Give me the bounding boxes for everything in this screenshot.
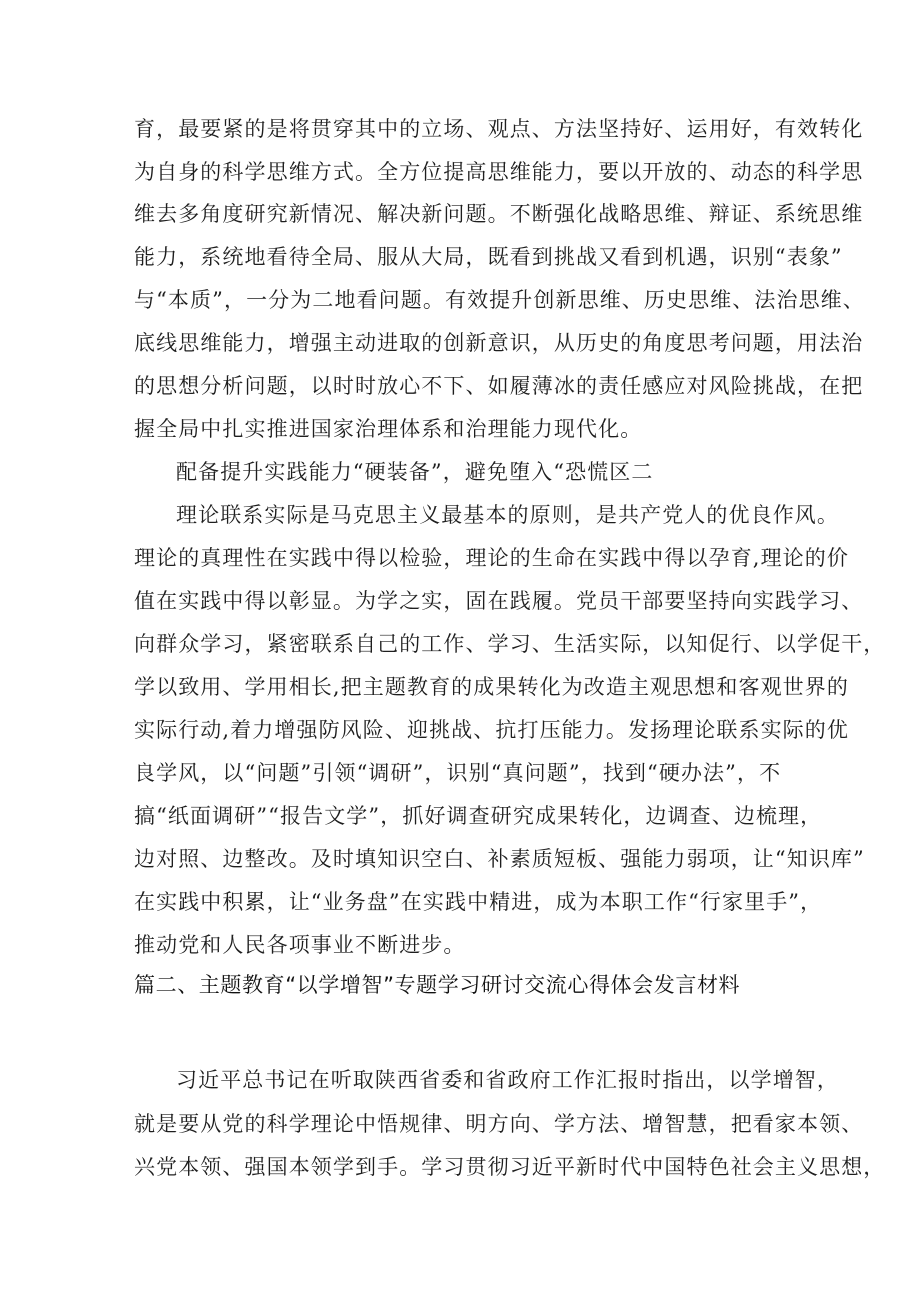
section-subheading: 配备提升实践能力“硬装备”，避免堕入“恐慌区二 bbox=[176, 460, 654, 484]
text-line: 能力，系统地看待全局、服从大局，既看到挑战又看到机遇，识别“表象” bbox=[134, 245, 843, 269]
text-line: 推动党和人民各项事业不断进步。 bbox=[134, 933, 466, 957]
text-line: 向群众学习，紧密联系自己的工作、学习、生活实际，以知促行、以学促干， bbox=[134, 632, 886, 656]
text-line: 理论联系实际是马克思主义最基本的原则，是共产党人的优良作风。 bbox=[176, 503, 839, 527]
text-line: 维去多角度研究新情况、解决新问题。不断强化战略思维、辩证、系统思维 bbox=[134, 202, 864, 226]
text-line: 搞“纸面调研”“报告文学”，抓好调查研究成果转化，边调查、边梳理， bbox=[134, 804, 823, 828]
text-line: 学以致用、学用相长,把主题教育的成果转化为改造主观思想和客观世界的 bbox=[134, 675, 849, 699]
text-line: 育，最要紧的是将贯穿其中的立场、观点、方法坚持好、运用好，有效转化 bbox=[134, 117, 864, 141]
text-line: 实际行动,着力增强防风险、迎挑战、抗打压能力。发扬理论联系实际的优 bbox=[134, 718, 849, 742]
text-line: 握全局中扎实推进国家治理体系和治理能力现代化。 bbox=[134, 417, 643, 441]
text-line: 习近平总书记在听取陕西省委和省政府工作汇报时指出，以学增智， bbox=[176, 1068, 839, 1092]
text-line: 良学风，以“问题”引领“调研”，识别“真问题”，找到“硬办法”，不 bbox=[134, 761, 782, 785]
text-line: 为自身的科学思维方式。全方位提高思维能力，要以开放的、动态的科学思 bbox=[134, 160, 864, 184]
text-line: 在实践中积累，让“业务盘”在实践中精进，成为本职工作“行家里手”， bbox=[134, 890, 823, 914]
text-line: 理论的真理性在实践中得以检验，理论的生命在实践中得以孕育,理论的价 bbox=[134, 546, 849, 570]
text-line: 底线思维能力，增强主动进取的创新意识，从历史的角度思考问题，用法治 bbox=[134, 331, 864, 355]
article-title: 篇二、主题教育“以学增智”专题学习研讨交流心得体会发言材料 bbox=[134, 973, 741, 997]
text-line: 兴党本领、强国本领学到手。学习贯彻习近平新时代中国特色社会主义思想， bbox=[134, 1155, 886, 1179]
text-line: 边对照、边整改。及时填知识空白、补素质短板、强能力弱项，让“知识库” bbox=[134, 847, 865, 871]
text-line: 值在实践中得以彰显。为学之实，固在践履。党员干部要坚持向实践学习、 bbox=[134, 589, 864, 613]
text-line: 的思想分析问题，以时时放心不下、如履薄冰的责任感应对风险挑战，在把 bbox=[134, 374, 864, 398]
text-line: 就是要从党的科学理论中悟规律、明方向、学方法、增智慧，把看家本领、 bbox=[134, 1112, 864, 1136]
text-line: 与“本质”，一分为二地看问题。有效提升创新思维、历史思维、法治思维、 bbox=[134, 288, 865, 312]
